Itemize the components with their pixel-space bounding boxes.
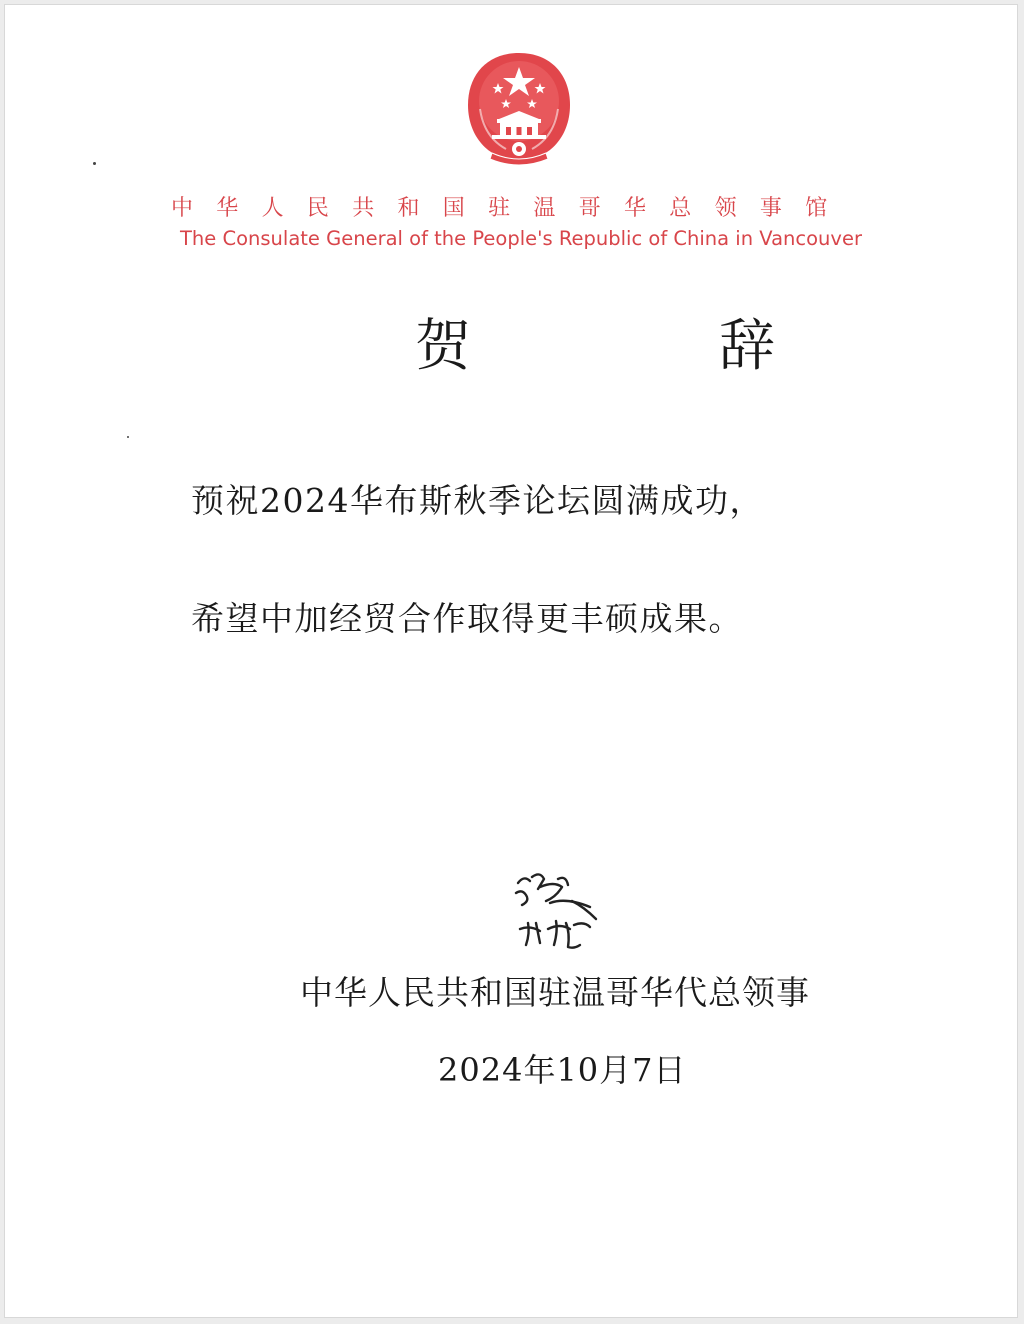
consulate-name-en: The Consulate General of the People's Republic of China in Vancouver — [180, 227, 862, 250]
national-emblem-icon — [462, 49, 576, 169]
scan-speck — [127, 436, 129, 438]
signer-title: 中华人民共和国驻温哥华代总领事 — [300, 973, 810, 1012]
scan-speck — [93, 162, 96, 165]
handwritten-signature — [510, 867, 602, 951]
message-line-1: 预祝2024华布斯秋季论坛圆满成功， — [191, 481, 764, 520]
consulate-name-cn: 中华人民共和国驻温哥华总领事馆 — [171, 196, 851, 221]
page-title: 贺 辞 — [415, 314, 871, 379]
letter-page — [4, 4, 1018, 1318]
letter-date: 2024年10月7日 — [438, 1051, 687, 1089]
message-line-2: 希望中加经贸合作取得更丰硕成果。 — [191, 599, 743, 638]
